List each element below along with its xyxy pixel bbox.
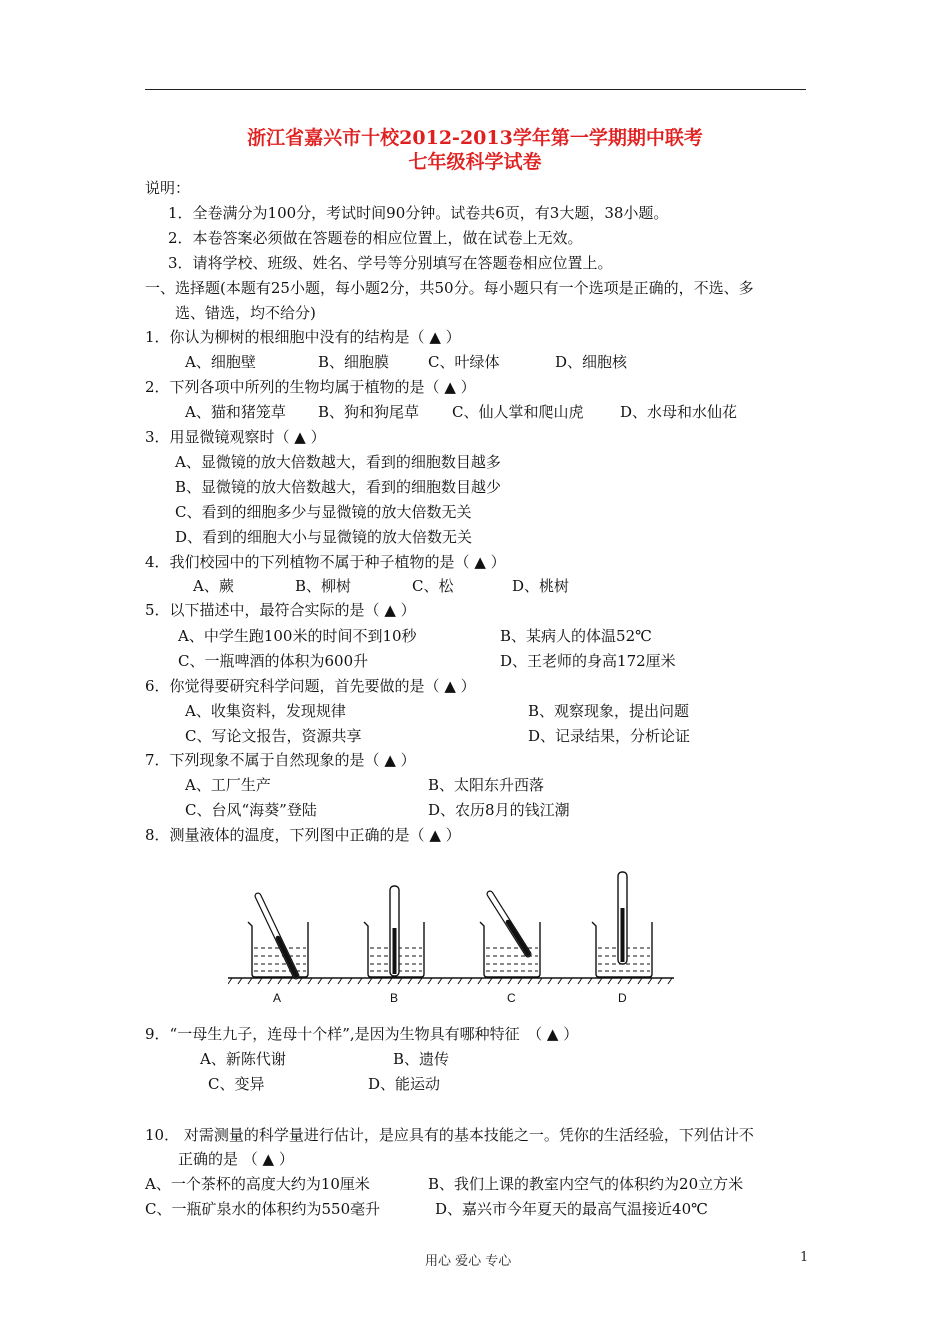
option: C、看到的细胞多少与显微镜的放大倍数无关 (175, 503, 472, 521)
option: D、农历8月的钱江潮 (428, 801, 570, 819)
option: D、水母和水仙花 (620, 403, 738, 421)
thermometer-figure (228, 866, 674, 1012)
option: A、一个茶杯的高度大约为10厘米 (145, 1175, 370, 1193)
option: B、我们上课的教室内空气的体积约为20立方米 (428, 1175, 744, 1193)
option: D、能运动 (368, 1075, 441, 1093)
option: D、桃树 (512, 577, 570, 595)
option: C、变异 (208, 1075, 265, 1093)
instruction-item: 3．请将学校、班级、姓名、学号等分别填写在答题卷相应位置上。 (168, 254, 613, 272)
option: B、某病人的体温52℃ (500, 627, 652, 645)
option: D、细胞核 (555, 353, 628, 371)
figure-label-c: C (507, 991, 516, 1005)
page-subtitle: 七年级科学试卷 (408, 151, 542, 173)
option: C、一瓶啤酒的体积为600升 (178, 652, 369, 670)
beaker-a (248, 896, 308, 977)
option: A、细胞壁 (185, 353, 256, 371)
question-stem: 1．你认为柳树的根细胞中没有的结构是（ ▲ ） (145, 328, 461, 346)
figure-label-a: A (273, 991, 282, 1005)
question-stem: 6．你觉得要研究科学问题，首先要做的是（ ▲ ） (145, 677, 476, 695)
beaker-b (364, 886, 424, 977)
option: C、仙人掌和爬山虎 (452, 403, 584, 421)
option: B、显微镜的放大倍数越大，看到的细胞数目越少 (175, 478, 502, 496)
option: B、柳树 (295, 577, 352, 595)
question-stem: 8．测量液体的温度，下列图中正确的是（ ▲ ） (145, 826, 461, 844)
option: A、新陈代谢 (200, 1050, 286, 1068)
page-title: 浙江省嘉兴市十校2012-2013学年第一学期期中联考 (247, 127, 703, 149)
option: B、观察现象，提出问题 (528, 702, 690, 720)
footer-slogan: 用心 爱心 专心 (425, 1254, 512, 1269)
question-stem: 3．用显微镜观察时（ ▲ ） (145, 428, 326, 446)
option: D、嘉兴市今年夏天的最高气温接近40℃ (435, 1200, 708, 1218)
section-heading-cont: 选、错选，均不给分) (175, 304, 316, 322)
option: A、工厂生产 (185, 776, 271, 794)
figure-label-d: D (618, 991, 627, 1005)
option: B、太阳东升西落 (428, 776, 545, 794)
question-stem: 10． 对需测量的科学量进行估计，是应具有的基本技能之一。凭你的生活经验，下列估计不 (145, 1126, 754, 1144)
option: D、记录结果，分析论证 (528, 727, 691, 745)
option: A、蕨 (193, 577, 234, 595)
option: C、台风“海葵”登陆 (185, 801, 317, 819)
option: A、中学生跑100米的时间不到10秒 (178, 627, 417, 645)
question-stem: 9．“一母生九子，连母十个样”,是因为生物具有哪种特征 （ ▲ ） (145, 1025, 579, 1043)
option: C、写论文报告，资源共享 (185, 727, 362, 745)
option: D、王老师的身高172厘米 (500, 652, 676, 670)
beaker-c (480, 894, 540, 977)
option: A、显微镜的放大倍数越大，看到的细胞数目越多 (175, 453, 501, 471)
instruction-item: 2．本卷答案必须做在答题卷的相应位置上，做在试卷上无效。 (168, 229, 583, 247)
option: C、松 (412, 577, 454, 595)
option: A、猫和猪笼草 (185, 403, 286, 421)
section-heading: 一、选择题(本题有25小题，每小题2分，共50分。每小题只有一个选项是正确的，不选、多 (145, 279, 754, 297)
option: D、看到的细胞大小与显微镜的放大倍数无关 (175, 528, 473, 546)
option: B、狗和狗尾草 (318, 403, 420, 421)
option: C、叶绿体 (428, 353, 500, 371)
option: B、遗传 (393, 1050, 450, 1068)
beakers-diagram (228, 866, 674, 1012)
option: A、收集资料，发现规律 (185, 702, 346, 720)
beaker-d (592, 872, 652, 977)
question-stem: 2．下列各项中所列的生物均属于植物的是（ ▲ ） (145, 378, 476, 396)
top-rule (145, 89, 806, 90)
question-stem: 5．以下描述中，最符合实际的是（ ▲ ） (145, 601, 416, 619)
instruction-item: 1．全卷满分为100分，考试时间90分钟。试卷共6页，有3大题，38小题。 (168, 204, 669, 222)
option: C、一瓶矿泉水的体积约为550毫升 (145, 1200, 381, 1218)
instructions-heading: 说明： (145, 179, 191, 197)
question-stem: 4．我们校园中的下列植物不属于种子植物的是（ ▲ ） (145, 553, 506, 571)
question-stem: 7．下列现象不属于自然现象的是（ ▲ ） (145, 751, 416, 769)
option: B、细胞膜 (318, 353, 390, 371)
page-number: 1 (800, 1250, 809, 1265)
question-stem-cont: 正确的是 （ ▲ ） (178, 1150, 294, 1168)
figure-label-b: B (390, 991, 399, 1005)
